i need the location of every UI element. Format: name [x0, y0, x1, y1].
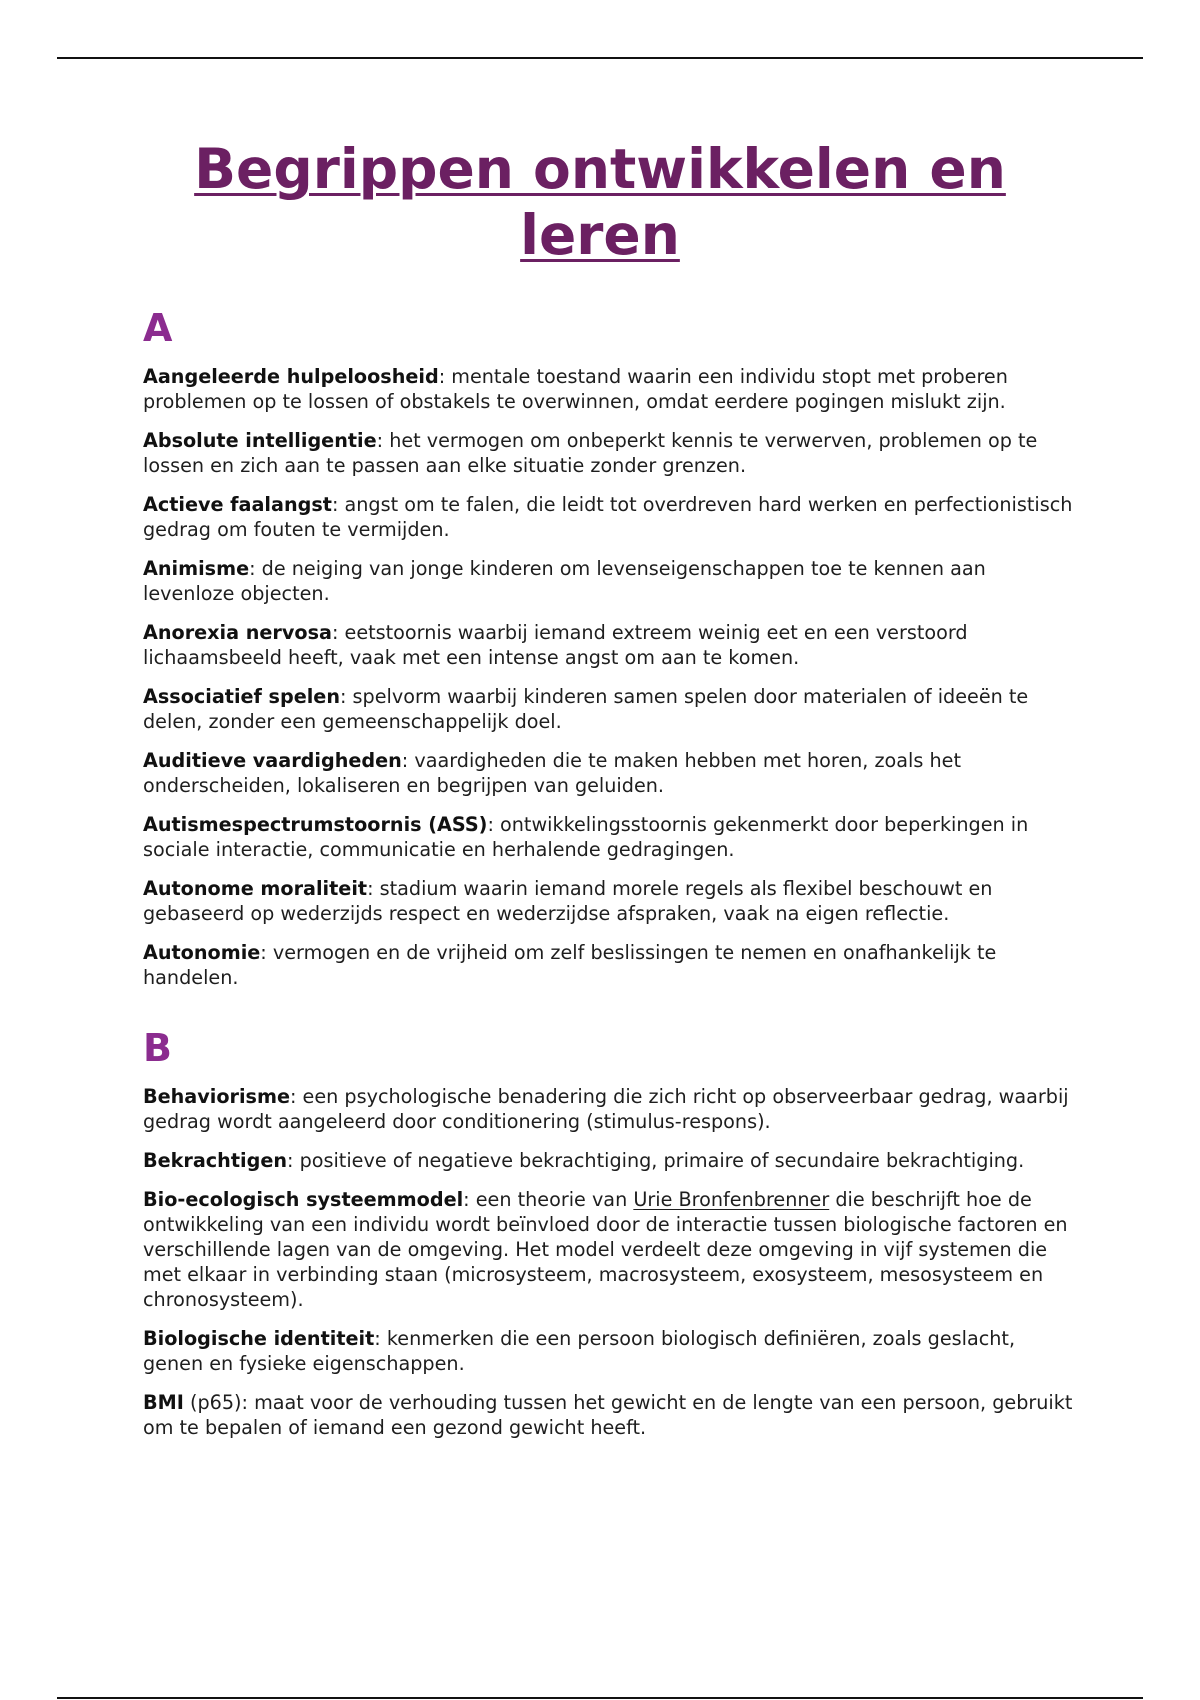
glossary [143, 302, 1073, 1454]
entry-autonomie [143, 940, 1073, 990]
entry-definition: : een psychologische benadering die zich richt op observeerbaar gedrag, waarbij gedrag wordt aangeleerd door conditionering (stimulus-respons). [143, 1085, 1069, 1133]
entry-definition: : kenmerken die een persoon biologisch definiëren, zoals geslacht, genen en fysieke eigenschappen. [143, 1327, 1016, 1375]
top-rule [57, 57, 1143, 59]
page-title [0, 136, 1200, 268]
entry-biologische-identiteit [143, 1326, 1073, 1376]
entry-term: Autonomie [143, 941, 261, 964]
section-letter-b: B [143, 1026, 172, 1070]
entry-definition: : vaardigheden die te maken hebben met horen, zoals het onderscheiden, lokaliseren en begrijpen van geluiden. [143, 749, 961, 797]
entry-definition-after-link: die beschrijft hoe de ontwikkeling van een individu wordt beïnvloed door de interactie tussen biologische factoren en verschillende lagen van de omgeving. Het model verdeelt deze omgeving in vijf systemen die met elkaar in verbinding staan (microsysteem, macrosysteem, exosysteem, mesosysteem en chronosysteem). [143, 1188, 1068, 1311]
entry-term: Bekrachtigen [143, 1149, 287, 1172]
entry-term: Aangeleerde hulpeloosheid [143, 365, 439, 388]
entry-animisme [143, 556, 1073, 606]
entry-term: BMI [143, 1391, 184, 1414]
bronfenbrenner-link[interactable]: Urie Bronfenbrenner [633, 1188, 830, 1211]
entry-definition: : de neiging van jonge kinderen om levenseigenschappen toe te kennen aan levenloze objecten. [143, 557, 986, 605]
entry-term: Auditieve vaardigheden [143, 749, 402, 772]
entry-actieve-faalangst [143, 492, 1073, 542]
page-title-line-1: Begrippen ontwikkelen en [194, 137, 1006, 201]
entry-aangeleerde-hulpeloosheid [143, 364, 1073, 414]
entry-definition: : het vermogen om onbeperkt kennis te verwerven, problemen op te lossen en zich aan te passen aan elke situatie zonder grenzen. [143, 429, 1038, 477]
entry-term: Animisme [143, 557, 250, 580]
entry-term: Associatief spelen [143, 685, 340, 708]
entry-term: Actieve faalangst [143, 493, 332, 516]
entry-anorexia-nervosa [143, 620, 1073, 670]
entry-definition: : ontwikkelingsstoornis gekenmerkt door beperkingen in sociale interactie, communicatie en herhalende gedragingen. [143, 813, 1029, 861]
entry-bekrachtigen [143, 1148, 1073, 1173]
entry-autonome-moraliteit [143, 876, 1073, 926]
entry-definition: : mentale toestand waarin een individu stopt met proberen problemen op te lossen of obstakels te overwinnen, omdat eerdere pogingen mislukt zijn. [143, 365, 1008, 413]
entry-term: Absolute intelligentie [143, 429, 377, 452]
entry-term: Autismespectrumstoornis (ASS) [143, 813, 488, 836]
entry-definition-before-link: : een theorie van [463, 1188, 634, 1211]
section-a [143, 302, 1073, 990]
entry-term: Bio-ecologisch systeemmodel [143, 1188, 464, 1211]
entry-bio-ecologisch-systeemmodel [143, 1187, 1073, 1312]
entry-definition: (p65): maat voor de verhouding tussen het gewicht en de lengte van een persoon, gebruikt om te bepalen of iemand een gezond gewicht heeft. [143, 1391, 1073, 1439]
entry-definition: : positieve of negatieve bekrachtiging, primaire of secundaire bekrachtiging. [287, 1149, 1025, 1172]
section-letter-a: A [143, 306, 173, 350]
entry-term: Autonome moraliteit [143, 877, 368, 900]
entry-definition: : spelvorm waarbij kinderen samen spelen door materialen of ideeën te delen, zonder een gemeenschappelijk doel. [143, 685, 1029, 733]
entry-behaviorisme [143, 1084, 1073, 1134]
entry-autismespectrumstoornis [143, 812, 1073, 862]
entry-bmi [143, 1390, 1073, 1440]
entry-definition: : vermogen en de vrijheid om zelf beslissingen te nemen en onafhankelijk te handelen. [143, 941, 997, 989]
bottom-rule [57, 1697, 1143, 1699]
entry-associatief-spelen [143, 684, 1073, 734]
entry-definition: : eetstoornis waarbij iemand extreem weinig eet en een verstoord lichaamsbeeld heeft, vaak met een intense angst om aan te komen. [143, 621, 968, 669]
entry-auditieve-vaardigheden [143, 748, 1073, 798]
page-title-line-2: leren [520, 203, 680, 267]
entry-definition: : stadium waarin iemand morele regels als flexibel beschouwt en gebaseerd op wederzijds respect en wederzijdse afspraken, vaak na eigen reflectie. [143, 877, 993, 925]
section-b [143, 1022, 1073, 1440]
entry-term: Behaviorisme [143, 1085, 290, 1108]
entry-term: Anorexia nervosa [143, 621, 332, 644]
entry-absolute-intelligentie [143, 428, 1073, 478]
entry-definition: : angst om te falen, die leidt tot overdreven hard werken en perfectionistisch gedrag om fouten te vermijden. [143, 493, 1073, 541]
entry-term: Biologische identiteit [143, 1327, 375, 1350]
